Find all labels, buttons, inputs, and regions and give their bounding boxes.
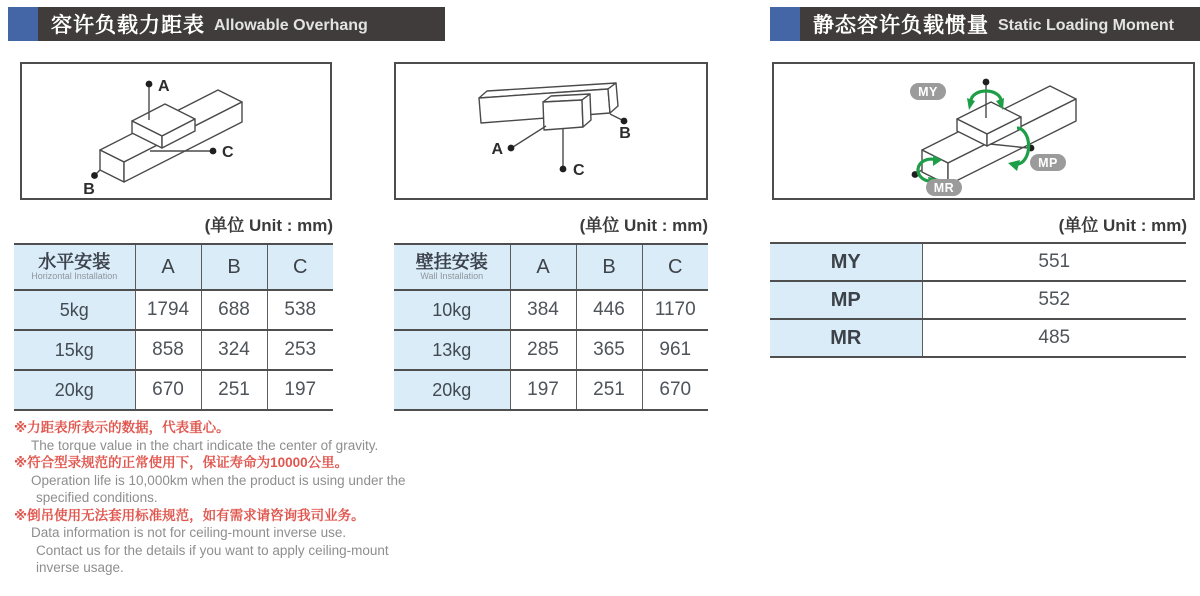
unit-label: (单位 Unit : mm)	[204, 216, 333, 235]
table-wall-installation	[394, 243, 708, 411]
footnote-en: specified conditions.	[36, 490, 158, 505]
point-label-b: B	[619, 125, 631, 142]
diagram-box-wall-installation	[394, 62, 708, 200]
cell-value: 1794	[135, 290, 201, 330]
wall-install-diagram	[396, 64, 706, 198]
moment-badge-mp	[1030, 154, 1066, 171]
cell-value: 688	[201, 290, 267, 330]
footnote-cn: ※倒吊使用无法套用标准规范，如有需求请咨询我司业务。	[14, 507, 365, 523]
cell-value: 485	[922, 319, 1186, 357]
point-label-a: A	[491, 141, 503, 158]
col-header-b: B	[201, 244, 267, 290]
footnote-en: inverse usage.	[36, 560, 124, 575]
col-header-c: C	[267, 244, 333, 290]
cell-value: 197	[510, 370, 576, 410]
point-label-c: C	[573, 162, 585, 179]
cell-value: 538	[267, 290, 333, 330]
table-row	[14, 330, 333, 370]
row-label: 13kg	[394, 330, 510, 370]
badge-label-mr: MR	[933, 181, 955, 195]
table-header-row	[14, 244, 333, 290]
table-static-moment	[770, 242, 1186, 358]
moment-badge-mr	[926, 179, 962, 196]
diagram-box-static-moment	[772, 62, 1195, 200]
badge-label-mp: MP	[1038, 156, 1058, 170]
footnote-en: Data information is not for ceiling-mount inverse use.	[31, 525, 347, 540]
table-title-cell	[394, 244, 510, 290]
cell-value: 551	[922, 243, 1186, 281]
section-header-allowable-overhang	[8, 7, 445, 41]
row-label-mp: MP	[770, 281, 922, 319]
rail-drawing	[479, 83, 618, 130]
cell-value: 1170	[642, 290, 708, 330]
cell-value: 197	[267, 370, 333, 410]
table-title-en: Wall Installation	[420, 270, 484, 281]
table-row	[14, 370, 333, 410]
table-row	[394, 290, 708, 330]
cell-value: 253	[267, 330, 333, 370]
table-title-cell	[14, 244, 135, 290]
point-label-c: C	[222, 144, 234, 161]
badge-label-my: MY	[918, 85, 938, 99]
footnote-cn: ※符合型录规范的正常使用下，保证寿命为10000公里。	[14, 455, 349, 470]
rail-drawing	[100, 90, 242, 182]
cell-value: 324	[201, 330, 267, 370]
cell-value: 446	[576, 290, 642, 330]
table-row	[770, 281, 1186, 319]
cell-value: 285	[510, 330, 576, 370]
footnote-en: The torque value in the chart indicate the center of gravity.	[31, 437, 379, 453]
unit-label: (单位 Unit : mm)	[579, 216, 708, 235]
section-header-static-loading-moment	[770, 7, 1200, 41]
table-row	[14, 290, 333, 330]
table-header-row	[394, 244, 708, 290]
cell-value: 858	[135, 330, 201, 370]
table-row	[770, 243, 1186, 281]
footnote-en: Contact us for the details if you want to apply ceiling-mount	[36, 542, 389, 558]
row-label-mr: MR	[770, 319, 922, 357]
cell-value: 384	[510, 290, 576, 330]
row-label: 5kg	[14, 290, 135, 330]
row-label: 20kg	[14, 370, 135, 410]
table-title-cn: 水平安装	[38, 251, 111, 272]
moment-badge-my	[910, 83, 946, 100]
table-title-cn: 壁挂安装	[415, 251, 488, 272]
col-header-b: B	[576, 244, 642, 290]
col-header-c: C	[642, 244, 708, 290]
row-label: 15kg	[14, 330, 135, 370]
accent-square	[770, 7, 800, 41]
header-bar	[800, 7, 1200, 41]
col-header-a: A	[135, 244, 201, 290]
table-row	[770, 319, 1186, 357]
diagram-box-horizontal-installation	[20, 62, 332, 200]
cell-value: 552	[922, 281, 1186, 319]
footnote-cn: ※力距表所表示的数据，代表重心。	[14, 420, 230, 435]
cell-value: 251	[201, 370, 267, 410]
cell-value: 251	[576, 370, 642, 410]
cell-value: 961	[642, 330, 708, 370]
footnote-en: Operation life is 10,000km when the product is using under the	[31, 472, 406, 488]
row-label: 20kg	[394, 370, 510, 410]
header-title-cn: 容许负载力距表	[51, 14, 205, 37]
cell-value: 670	[642, 370, 708, 410]
moment-diagram	[774, 64, 1193, 198]
point-label-a: A	[158, 78, 170, 95]
header-title-en: Static Loading Moment	[998, 16, 1174, 34]
header-title-en: Allowable Overhang	[214, 16, 368, 34]
table-row	[394, 330, 708, 370]
footnotes	[14, 419, 504, 577]
row-label-my: MY	[770, 243, 922, 281]
unit-label: (单位 Unit : mm)	[1058, 216, 1187, 235]
table-title-en: Horizontal Installation	[31, 270, 118, 281]
table-row	[394, 370, 708, 410]
horizontal-install-diagram	[22, 64, 330, 198]
header-title-cn: 静态容许负载惯量	[813, 14, 989, 37]
cell-value: 670	[135, 370, 201, 410]
table-horizontal-installation	[14, 243, 333, 411]
row-label: 10kg	[394, 290, 510, 330]
header-bar	[38, 7, 445, 41]
cell-value: 365	[576, 330, 642, 370]
accent-square	[8, 7, 38, 41]
point-label-b: B	[83, 181, 95, 198]
col-header-a: A	[510, 244, 576, 290]
